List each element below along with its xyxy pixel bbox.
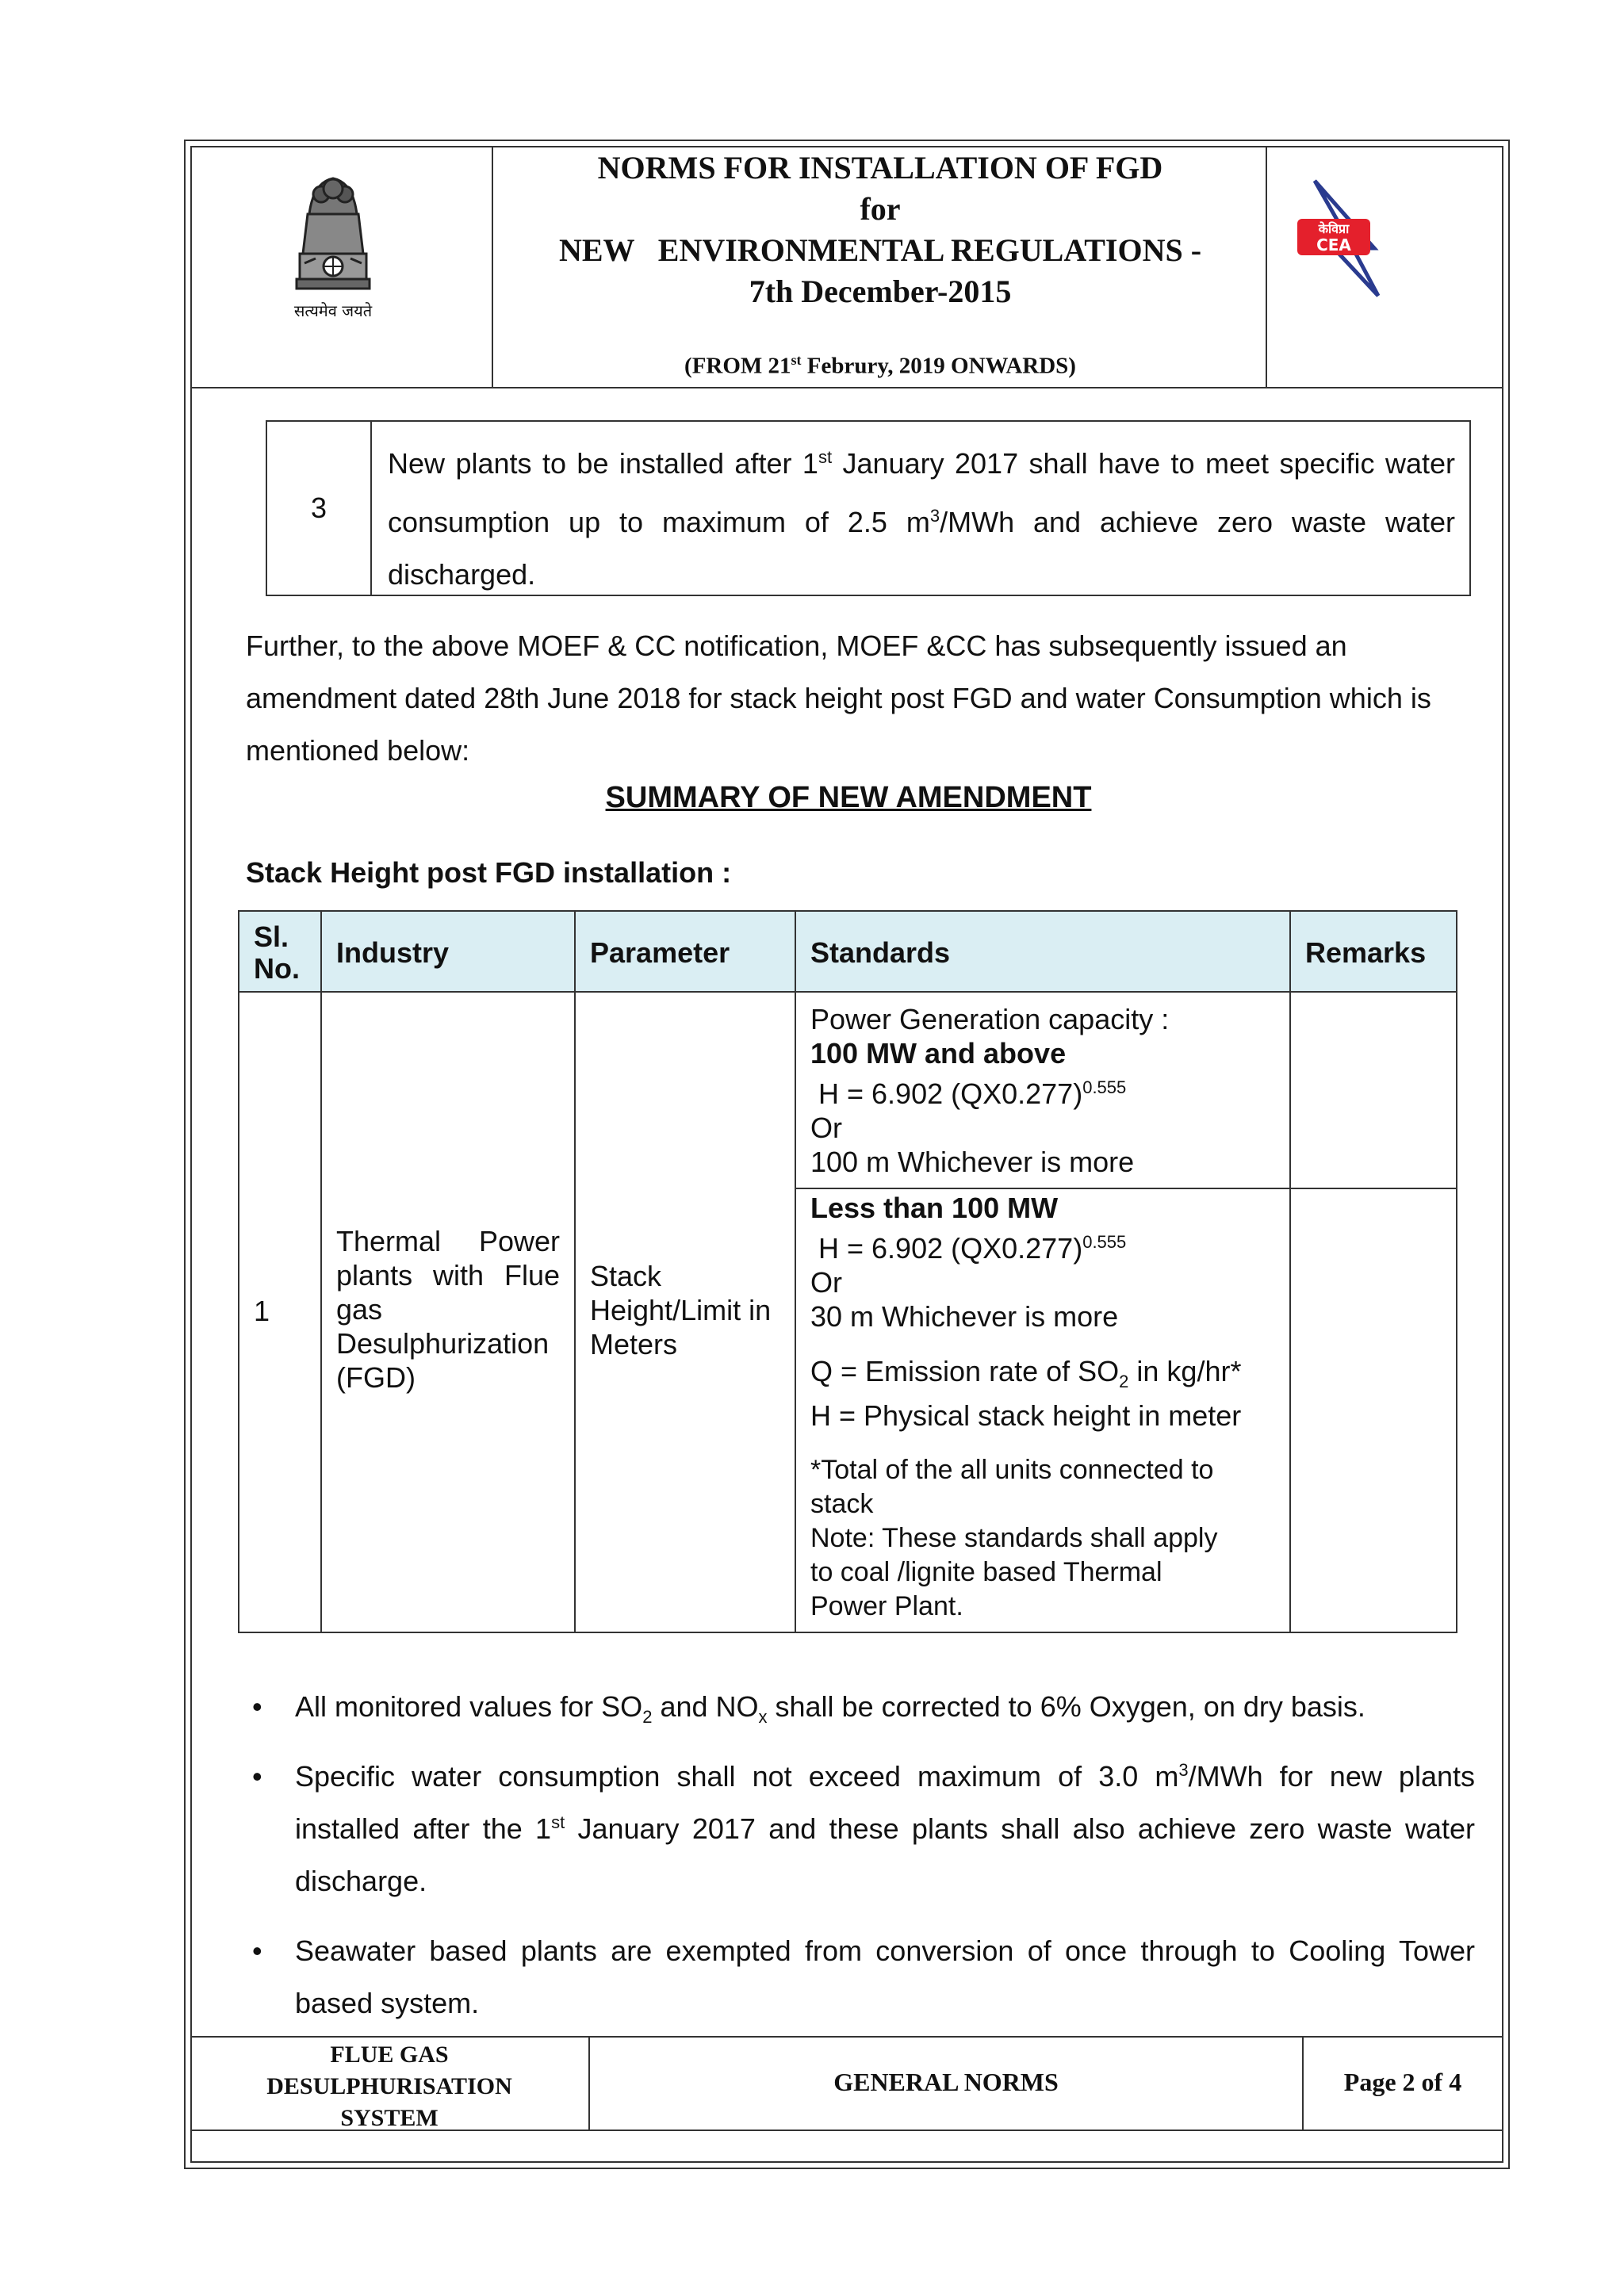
stack-height-table	[238, 910, 1457, 1633]
title-line: 7th December-2015	[749, 274, 1012, 309]
parameter-line: Height/Limit in	[590, 1294, 772, 1326]
bullet-item	[246, 1751, 1475, 1908]
title-line: for	[860, 191, 901, 227]
bullet-text: /MWh for new plants installed after the 1	[295, 1760, 1475, 1845]
item3-text-part: New plants to be installed after 1	[388, 447, 818, 480]
footer-system-name	[192, 2039, 587, 2134]
cell-sl-number: 1	[254, 1295, 270, 1327]
bullet-text: All monitored values for SO	[295, 1690, 643, 1723]
header-bottom-rule	[190, 387, 1503, 388]
header-industry: Industry	[336, 936, 450, 969]
cell-parameter	[590, 1259, 771, 1361]
formula-text: H = 6.902 (QX0.277)	[810, 1077, 1083, 1110]
standard-formula	[810, 1070, 1169, 1111]
bullet-subscript: x	[758, 1707, 768, 1728]
emblem-motto: सत्यमेव जयते	[293, 301, 373, 320]
h-definition: H = Physical stack height in meter	[810, 1399, 1242, 1433]
industry-line: (FGD)	[336, 1361, 416, 1394]
cea-logo-icon	[1291, 173, 1394, 300]
item3-superscript: st	[818, 447, 833, 467]
standard-line: Less than 100 MW	[810, 1192, 1059, 1224]
industry-line: plants with Flue	[336, 1259, 560, 1292]
header-standards: Standards	[810, 936, 951, 969]
bullet-item	[246, 1681, 1475, 1733]
cell-industry	[336, 1224, 560, 1395]
parameter-line: Meters	[590, 1328, 678, 1360]
bullet-text: shall be corrected to 6% Oxygen, on dry basis.	[767, 1690, 1365, 1723]
header-parameter: Parameter	[590, 936, 730, 969]
summary-heading: SUMMARY OF NEW AMENDMENT	[605, 781, 1092, 814]
industry-line: gas	[336, 1293, 383, 1326]
item3-number: 3	[267, 422, 372, 595]
parameter-line: Stack	[590, 1260, 662, 1292]
amendment-paragraph: Further, to the above MOEF & CC notification, MOEF &CC has subsequently issued an amendment dated 28th June 2018 for stack height post FGD and water Consumption which is mentioned below:	[246, 629, 1431, 767]
standard-line: Or	[810, 1266, 842, 1299]
q-subscript: 2	[1119, 1372, 1129, 1392]
note-line: Power Plant.	[810, 1591, 963, 1622]
bullet-text: Seawater based plants are exempted from conversion of once through to Cooling Tower based system.	[295, 1934, 1475, 2019]
footer-page-number: Page 2 of 4	[1343, 2068, 1462, 2096]
footer-line: FLUE GAS	[330, 2042, 449, 2068]
bullet-dot-icon: •	[252, 1760, 262, 1793]
bullet-item	[246, 1925, 1475, 2030]
header-sl-no	[254, 921, 300, 985]
column-divider	[320, 912, 322, 1632]
formula-exponent: 0.555	[1082, 1232, 1127, 1252]
item3-text-part: /MWh and achieve zero waste water discharged.	[388, 506, 1455, 591]
q-definition	[810, 1354, 1241, 1399]
formula-exponent: 0.555	[1082, 1077, 1127, 1097]
svg-text:केविप्रा: केविप्रा	[1318, 221, 1350, 236]
industry-line: Thermal Power	[336, 1225, 560, 1257]
column-divider	[574, 912, 576, 1632]
item3-superscript: 3	[929, 506, 940, 526]
item3-table	[266, 420, 1471, 596]
column-divider	[1289, 912, 1291, 1632]
total-note-line: *Total of the all units connected to	[810, 1455, 1214, 1486]
subtitle-text: (FROM 21	[684, 353, 791, 379]
bullet-subscript: 2	[642, 1707, 653, 1728]
standard-line: 100 m Whichever is more	[810, 1146, 1135, 1178]
item3-text	[388, 431, 1455, 601]
title-line: NEW ENVIRONMENTAL REGULATIONS -	[558, 232, 1202, 268]
stack-height-heading: Stack Height post FGD installation :	[246, 856, 732, 889]
standard-line: 100 MW and above	[810, 1037, 1067, 1070]
title-line: NORMS FOR INSTALLATION OF FGD	[597, 150, 1163, 186]
document-title	[493, 147, 1267, 312]
footer-top-rule	[190, 2036, 1503, 2038]
document-subtitle	[493, 352, 1267, 380]
q-text: in kg/hr*	[1128, 1355, 1242, 1387]
bullet-superscript: st	[551, 1812, 565, 1832]
subtitle-text: Februry, 2019 ONWARDS)	[801, 353, 1076, 379]
note-line: Note: These standards shall apply	[810, 1523, 1218, 1554]
bullet-text: Specific water consumption shall not exceed maximum of 3.0 m	[295, 1760, 1179, 1793]
footer-section-name: GENERAL NORMS	[833, 2068, 1059, 2096]
cell-standard-below-100mw	[810, 1191, 1241, 1624]
standard-line: Or	[810, 1112, 842, 1144]
q-text: Q = Emission rate of SO	[810, 1355, 1120, 1387]
standard-formula	[810, 1225, 1241, 1265]
column-divider	[795, 912, 796, 1632]
cell-standard-100mw-above	[810, 1002, 1169, 1179]
bullet-dot-icon: •	[252, 1934, 262, 1967]
bullet-text: and NO	[652, 1690, 759, 1723]
total-note-line: stack	[810, 1489, 874, 1520]
note-line: to coal /lignite based Thermal	[810, 1557, 1162, 1588]
footer-line: SYSTEM	[340, 2105, 439, 2131]
row-divider	[795, 1188, 1457, 1189]
bullet-dot-icon: •	[252, 1690, 262, 1723]
header-text: No.	[254, 952, 300, 985]
standard-line: Power Generation capacity :	[810, 1003, 1170, 1035]
item3-text-part: January 2017 shall have to meet specific water consumption up to maximum of 2.5 m	[388, 447, 1455, 538]
industry-line: Desulphurization	[336, 1327, 550, 1360]
header-remarks: Remarks	[1305, 936, 1427, 969]
standard-line: 30 m Whichever is more	[810, 1300, 1119, 1333]
header-text: Sl.	[254, 920, 289, 953]
subtitle-superscript: st	[791, 352, 802, 368]
amendment-bullets	[246, 1681, 1475, 2047]
svg-text:CEA: CEA	[1316, 235, 1351, 254]
footer-line: DESULPHURISATION	[266, 2073, 512, 2099]
formula-text: H = 6.902 (QX0.277)	[810, 1232, 1083, 1265]
bullet-text: January 2017 and these plants shall also achieve zero waste water discharge.	[295, 1812, 1475, 1897]
bullet-superscript: 3	[1178, 1760, 1189, 1780]
